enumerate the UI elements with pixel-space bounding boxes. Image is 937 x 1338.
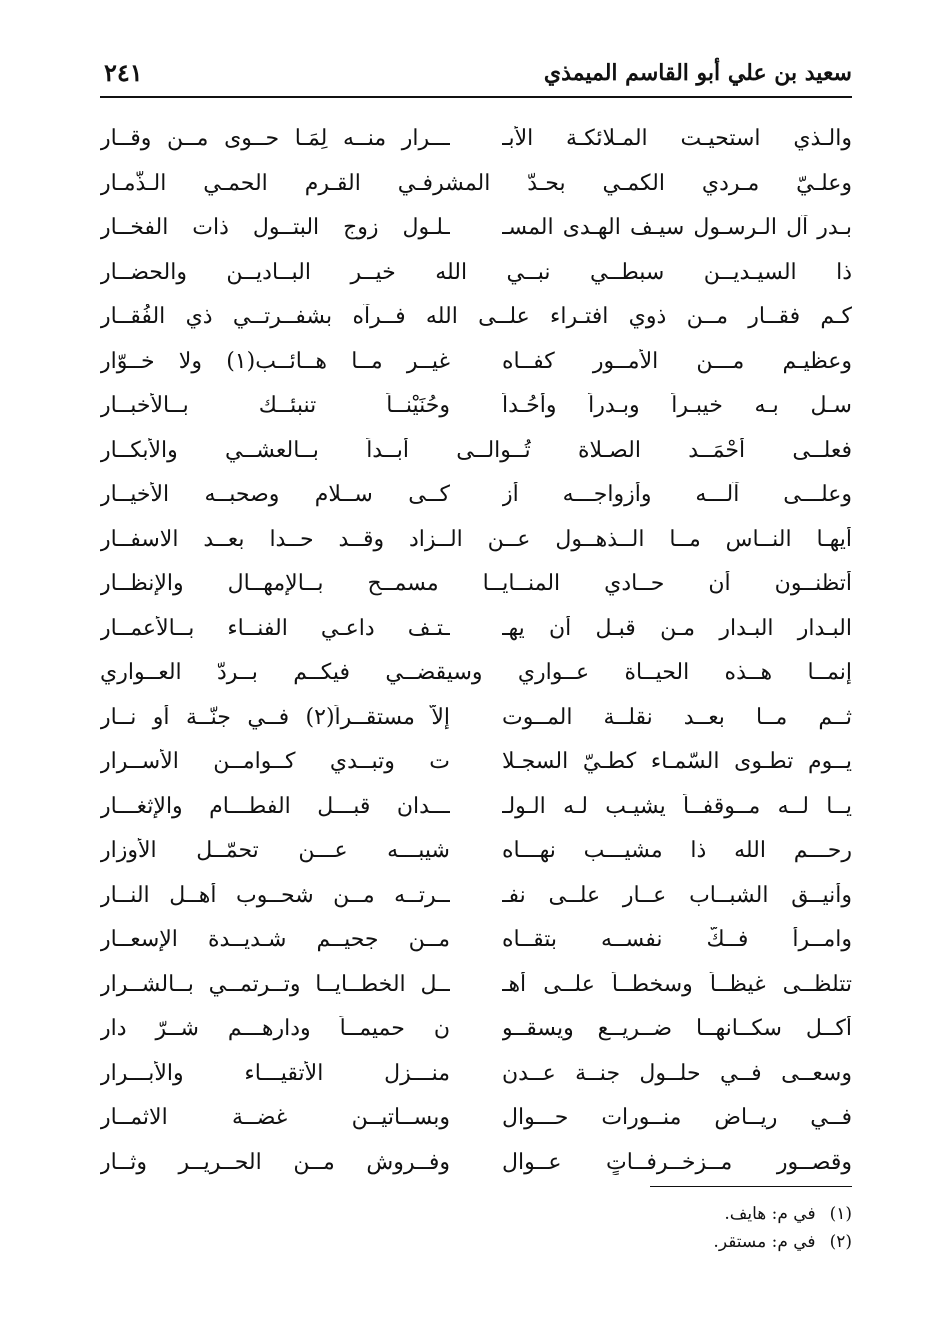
footnote-item <box>452 1232 852 1260</box>
verse-first-hemistich: وعلـــى آلـــه وأزواجـــه أز <box>502 482 852 507</box>
verse-first-hemistich: ثــم مــا بعــد نقلــة المــوت <box>502 704 852 730</box>
verse-first-hemistich: فــي ريــاض منــورات حـــوال <box>502 1105 852 1130</box>
verse-line <box>100 1010 852 1055</box>
page-number: ٢٤١ <box>104 58 143 87</box>
verse-line <box>100 788 852 833</box>
footnote-text: في م: مستقر. <box>713 1232 816 1252</box>
verse-second-hemistich: وبســاتيــن غضــة الاثمــار <box>100 1105 450 1130</box>
verse-second-hemistich: ــل الخطــايــا وتــرتمــي بــالشــرار <box>100 971 450 997</box>
verse-full-line: أتظنــون أن حــادي المنــايــا مسمــح بــالإمهــال والإنظــار <box>100 571 852 596</box>
footnotes <box>452 1204 852 1260</box>
footnote-text: في م: هايف. <box>724 1204 816 1224</box>
running-head-title: سعيد بن علي أبو القاسم الميمذي <box>543 60 852 86</box>
verse-line <box>100 254 852 299</box>
verse-first-hemistich: بـدر آل الـرسـول سيـف الهـدى المسـ <box>502 215 852 240</box>
verse-line <box>100 743 852 788</box>
verse-line <box>100 610 852 655</box>
verse-line <box>100 343 852 388</box>
verse-first-hemistich: وقصــور مــزخــرفــاتٍ عــوال <box>502 1149 852 1175</box>
verse-first-hemistich: البـدار البـدار مـن قبـل أن يهـ <box>502 615 852 641</box>
verse-line <box>100 966 852 1011</box>
verse-line <box>100 832 852 877</box>
verse-second-hemistich: ت وتبــدي كــوامــن الأســرار <box>100 749 450 774</box>
verse-second-hemistich: ـتـف داعـي الفنــاء بــالأعمــار <box>100 615 450 641</box>
verse-line <box>100 699 852 744</box>
verse-second-hemistich: منـــزل الأتقيـــاء والأبـــرار <box>100 1060 450 1086</box>
verse-full-line: أيهـا النــاس مــا الــذهــول عــن الــزاد وقــد حــدا بعــد الاسفــار <box>100 526 852 552</box>
verse-line <box>100 165 852 210</box>
verse-second-hemistich: إلاّ مستقــراً(٢) فــي جنّــة أو نــار <box>100 704 450 730</box>
footnote-number: (٢) <box>829 1232 852 1252</box>
verse-second-hemistich: ن حميمــاً ودارهـــم شــرّ دار <box>100 1016 450 1041</box>
verse-second-hemistich: غيــر مــا هــائــب(١) ولا خــوّار <box>100 348 450 374</box>
verse-line <box>100 209 852 254</box>
verse-first-hemistich: وعظيـم مـــن الأمــور كفــاه <box>502 348 852 374</box>
verse-first-hemistich: وسعــى فــي حلــول جنــة عــدن <box>502 1060 852 1086</box>
verse-second-hemistich: وحُنَيْنــاً تنبئــك بــالأخبــار <box>100 393 450 418</box>
verse-line <box>100 521 852 566</box>
verse-first-hemistich: والـذي استحيـت المـلائكـة الأبـ <box>502 126 852 151</box>
footnote-item <box>452 1204 852 1232</box>
poem-body <box>100 120 852 1188</box>
verse-line <box>100 432 852 477</box>
verse-line <box>100 877 852 922</box>
verse-line <box>100 120 852 165</box>
verse-full-line: وعلـيّ مـردي الكمـي بحـدّ المشرفـي القـرم الحمـي الـذّمـار <box>100 170 852 196</box>
verse-line <box>100 298 852 343</box>
verse-first-hemistich: وأنيــق الشبــاب عــار علــى نفـ <box>502 882 852 908</box>
verse-full-line: إنمــا هــذه الحيــاة عــواري وسيقضــي فيكــم بــردّ العــواري <box>100 660 852 685</box>
verse-second-hemistich: شيبـــه عـــن تحمّــل الأوزار <box>100 838 450 863</box>
verse-second-hemistich: ـــدان قبـــل الفطـــام والإثغـــار <box>100 793 450 819</box>
verse-first-hemistich: وامــرأ فــكّ نفســه بتقــاه <box>502 927 852 952</box>
verse-line <box>100 1144 852 1189</box>
footnote-separator <box>650 1186 852 1187</box>
verse-second-hemistich: وفــروش مــن الحــريــر وثــار <box>100 1149 450 1175</box>
verse-line <box>100 565 852 610</box>
verse-first-hemistich: رحـــم الله ذا مشيـــب نهـــاه <box>502 838 852 863</box>
verse-line <box>100 476 852 521</box>
page-header <box>100 52 852 98</box>
verse-first-hemistich: سـل بـه خيبـراً وبـدراً وأُحُـداً <box>502 393 852 418</box>
footnote-number: (١) <box>829 1204 852 1224</box>
verse-first-hemistich: يــوم تطـوى السّمـاء كطـيّ السجـلا <box>502 749 852 774</box>
verse-line <box>100 921 852 966</box>
verse-first-hemistich: يــا لــه مــوقفــاً يشيـب لـه الـولـ <box>502 793 852 819</box>
verse-line <box>100 654 852 699</box>
verse-first-hemistich: تتلظــى غيظــاً وسخطــاً علــى أهـ <box>502 971 852 997</box>
verse-line <box>100 387 852 432</box>
verse-second-hemistich: كــى ســلام وصحبــه الأخيــار <box>100 482 450 507</box>
verse-second-hemistich: مــن جحيــم شـديــدة الإسعــار <box>100 927 450 952</box>
verse-second-hemistich: ـــرار منــه لِمَـا حــوى مــن وقــار <box>100 126 450 151</box>
verse-full-line: ذا السيـديــن سبطــي نبــي الله خيــر البــاديــن والحضــار <box>100 259 852 285</box>
verse-full-line: فعلــى أحْمَــد الصـلاة تُــوالــى أبــداً بــالعشــي والأبكــار <box>100 437 852 463</box>
verse-second-hemistich: ـلـول زوج البتــول ذات الفخــار <box>100 215 450 240</box>
verse-line <box>100 1099 852 1144</box>
verse-second-hemistich: ــرتــه مــن شحــوب أهــل النــار <box>100 882 450 908</box>
verse-line <box>100 1055 852 1100</box>
verse-full-line: كـم فقــار مــن ذوي افتـراء علــى الله فــرآه بشفــرتــي ذي الفُقــار <box>100 304 852 329</box>
verse-first-hemistich: أكــل سكــانهــا ضــريــع ويسقــو <box>502 1016 852 1041</box>
